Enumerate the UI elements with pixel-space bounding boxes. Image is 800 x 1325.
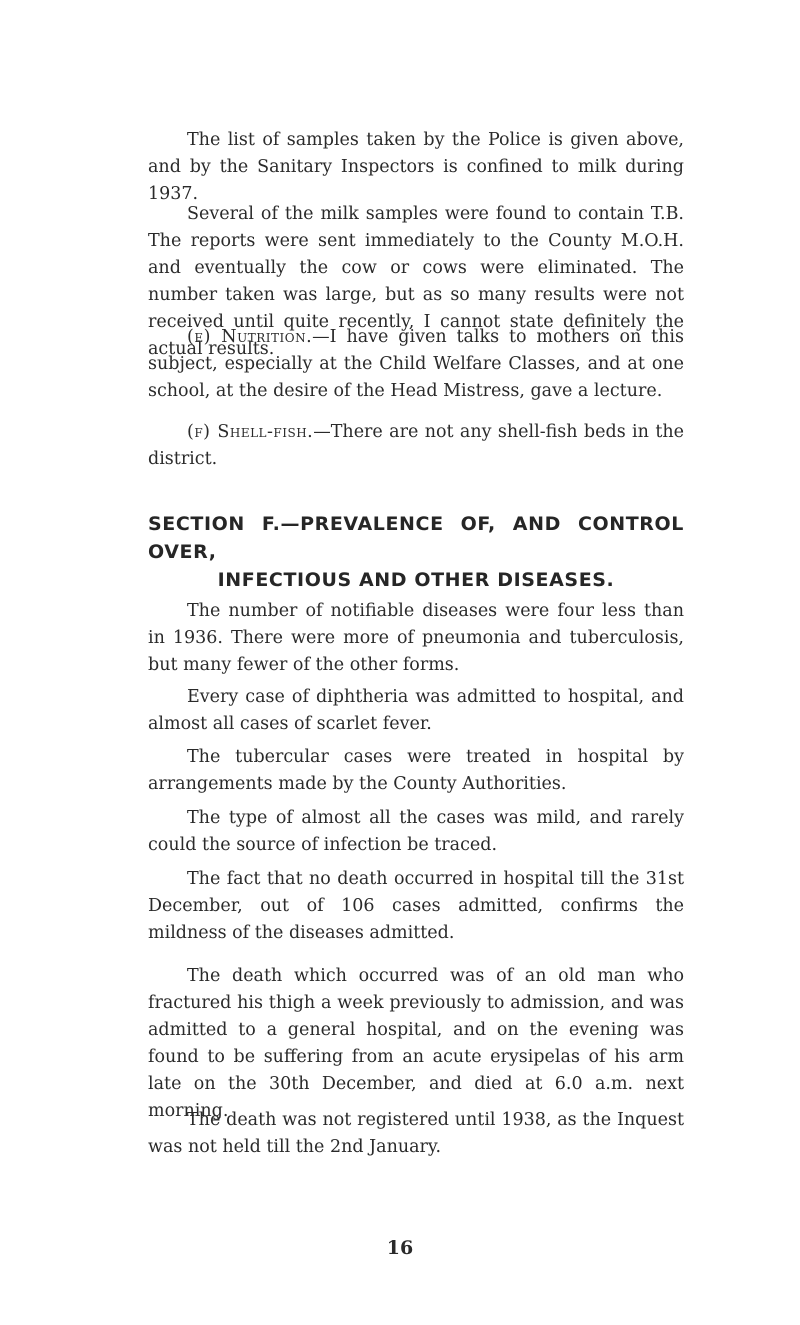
- section-f-heading: [148, 510, 684, 594]
- nutrition-text: —I have given talks to mothers on this subject, especially at the Child Welfare Classes, and at one school, at the desire of the Head Mistress, gave a lecture.: [148, 327, 685, 401]
- nutrition-label: (e) Nutrition.: [187, 327, 313, 347]
- paragraph-notifiable-diseases: The number of notifiable diseases were four less than in 1936. There were more of pneumonia and tuberculosis, but many fewer of the other forms.: [148, 601, 684, 675]
- paragraph-diphtheria: Every case of diphtheria was admitted to hospital, and almost all cases of scarlet fever.: [148, 687, 684, 734]
- paragraph-tubercular: The tubercular cases were treated in hospital by arrangements made by the County Authorities.: [148, 747, 684, 794]
- paragraph-death-registered: The death was not registered until 1938, as the Inquest was not held till the 2nd January.: [148, 1110, 684, 1157]
- section-heading-line2: INFECTIOUS AND OTHER DISEASES.: [217, 569, 615, 591]
- paragraph-nutrition: [148, 324, 684, 405]
- paragraph-type-mild: The type of almost all the cases was mild, and rarely could the source of infection be traced.: [148, 808, 684, 855]
- page-number: 16: [386, 1237, 414, 1259]
- paragraph-death-occurred: The death which occurred was of an old man who fractured his thigh a week previously to admission, and was admitted to a general hospital, and on the evening was found to be suffering from an acute erysipelas of his arm late on the 30th December, and died at 6.0 a.m. next morning.: [148, 966, 684, 1121]
- paragraph-no-death: The fact that no death occurred in hospital till the 31st December, out of 106 cases admitted, confirms the mildness of the diseases admitted.: [148, 869, 684, 943]
- paragraph-milk-tb: Several of the milk samples were found to contain T.B. The reports were sent immediately to the County M.O.H. and eventually the cow or cows were eliminated. The number taken was large, but as so many results were not received until quite recently, I cannot state definitely the actual results.: [148, 204, 684, 359]
- paragraph-samples-list: The list of samples taken by the Police is given above, and by the Sanitary Inspectors is confined to milk during 1937.: [148, 130, 684, 204]
- section-heading-line1: SECTION F.—PREVALENCE OF, AND CONTROL OVER,: [148, 513, 684, 563]
- shell-fish-text: —There are not any shell-fish beds in the district.: [148, 422, 684, 469]
- shell-fish-label: (f) Shell-fish.: [187, 422, 314, 442]
- paragraph-shell-fish: [148, 419, 684, 473]
